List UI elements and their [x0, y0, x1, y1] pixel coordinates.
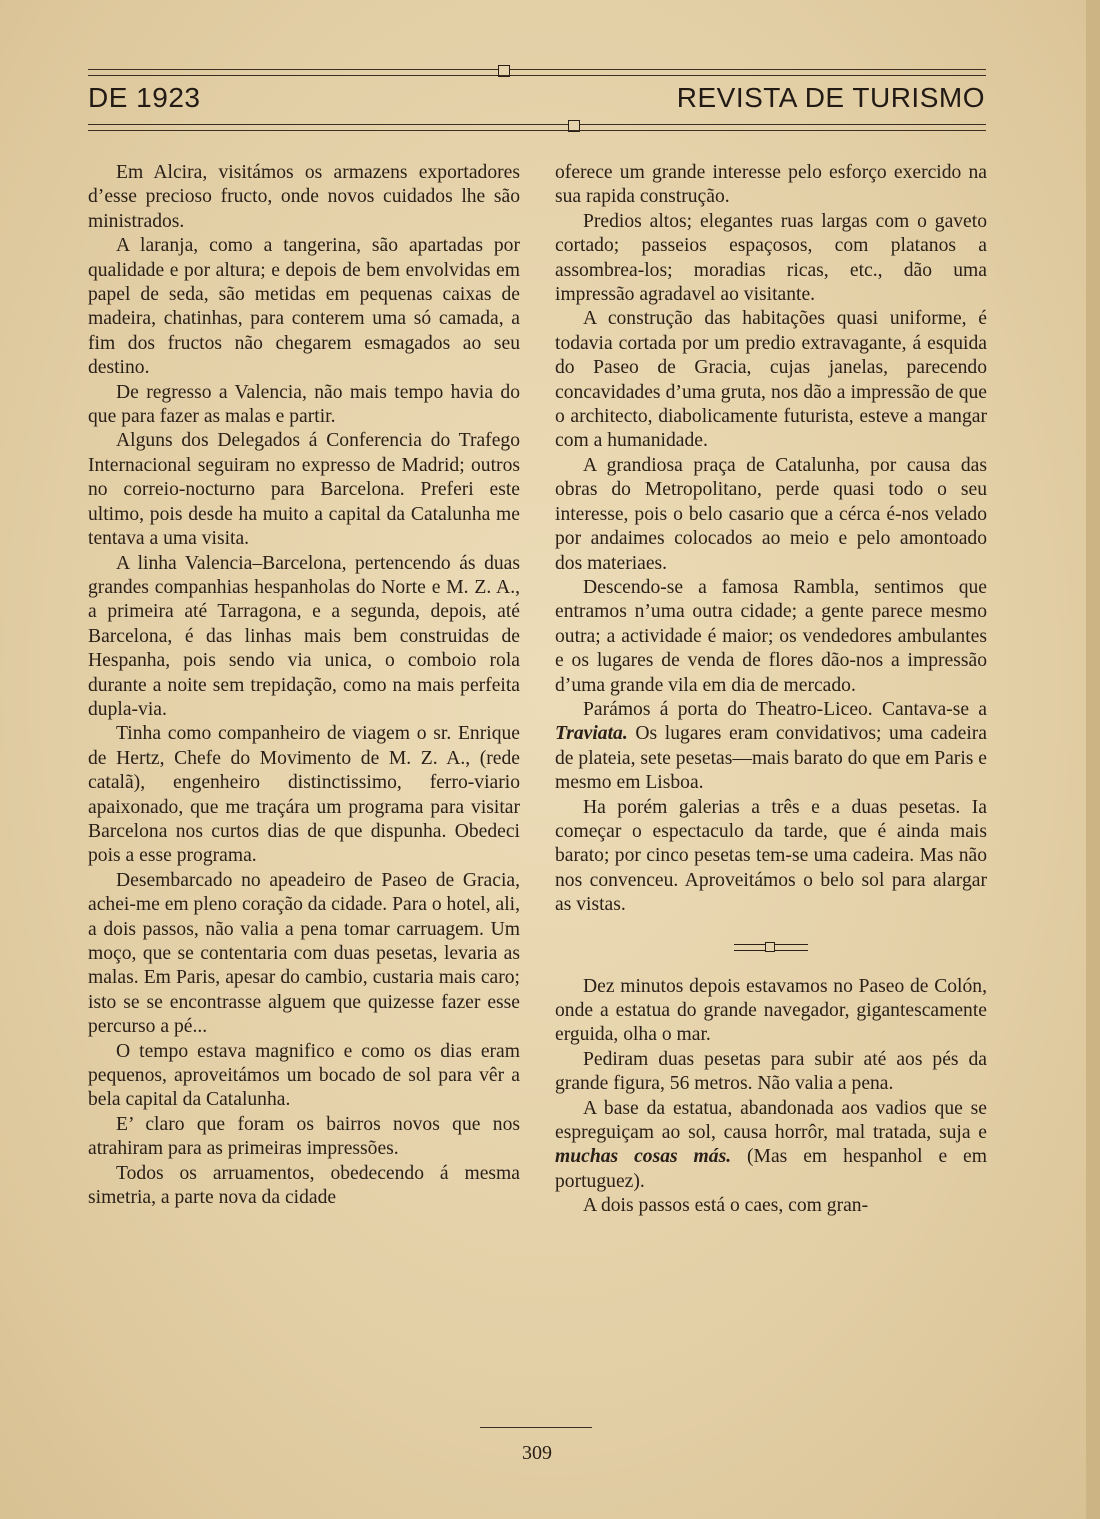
paragraph: Ha porém galerias a três e a duas pesetas. Ia começar o espectaculo da tarde, que é ainda mais barato; por cinco pesetas tem-se uma cadeira. Mas não nos convenceu. Aproveitámos o belo sol para alargar as vistas. [555, 796, 987, 916]
paragraph: oferece um grande interesse pelo esforço exercido na sua rapida construção. [555, 162, 987, 208]
header-date: DE 1923 [88, 82, 201, 113]
paragraph: De regresso a Valencia, não mais tempo havia do que para fazer as malas e partir. [88, 381, 520, 428]
separator-ornament [765, 942, 775, 952]
paragraph: A linha Valencia–Barcelona, pertencendo ás duas grandes companhias hespanholas do Norte e M. Z. A., a primeira até Tarragona, e a segunda, depois, até Barcelona, é das linhas mais bem construidas de Hespanha, pois sendo via unica, o comboio rola durante a noite sem trepidação, como na mais perfeita dupla-via. [88, 552, 520, 720]
text-run: (Mas em hespanhol e em portuguez). [555, 1146, 987, 1192]
right-column [555, 161, 987, 1219]
footer-rule [480, 1427, 592, 1428]
paragraph: Descendo-se a famosa Rambla, sentimos que entramos n’uma outra cidade; a gente parece mesmo outra; a actividade é maior; os vendedores ambulantes e os lugares de venda de flores dão-nos a impressão d’uma grande vila em dia de mercado. [555, 576, 987, 696]
paragraph: Em Alcira, visitámos os armazens exportadores d’esse precioso fructo, onde novos cuidados lhe são ministrados. [88, 162, 520, 232]
paragraph: Tinha como companheiro de viagem o sr. Enrique de Hertz, Chefe do Movimento de M. Z. A., (rede catalã), engenheiro distinctissimo, ferro-viario apaixonado, que me traçára um programa para visitar Barcelona nos curtos dias de que dispunha. Obedeci pois a esse programa. [88, 723, 520, 867]
text-run: Os lugares eram convidativos; uma cadeira de plateia, sete pesetas—mais barato do que em Paris e mesmo em Lisboa. [555, 723, 988, 794]
header-magazine-title: REVISTA DE TURISMO [676, 82, 985, 113]
rule-ornament [498, 65, 510, 77]
page-number: 309 [522, 1442, 552, 1464]
paragraph: Desembarcado no apeadeiro de Paseo de Gracia, achei-me em pleno coração da cidade. Para o hotel, ali, a dois passos, não valia a pena tomar carruagem. Um moço, que se contentaria com duas pesetas, levaria as malas. Em Paris, apesar do cambio, custaria mais caro; isto se se encontrasse alguem que quizesse fazer esse percurso a pé... [88, 869, 520, 1038]
left-column [88, 161, 520, 1210]
paragraph: A dois passos está o caes, com gran- [583, 1195, 869, 1217]
paragraph: A laranja, como a tangerina, são apartadas por qualidade e por altura; e depois de bem envolvidas em papel de seda, são metidas em pequenas caixas de madeira, chatinhas, para conterem uma só camada, a fim dos fructos não chegarem esmagados ao seu destino. [88, 235, 520, 379]
paragraph: Predios altos; elegantes ruas largas com o gaveto cortado; passeios espaçosos, com platanos a assombrea-los; moradias ricas, etc., dão uma impressão agradavel ao visitante. [555, 210, 987, 306]
paragraph: E’ claro que foram os bairros novos que nos atrahiram para as primeiras impressões. [88, 1113, 520, 1160]
paragraph-statue [555, 1097, 987, 1195]
paragraph: A grandiosa praça de Catalunha, por causa das obras do Metropolitano, perde quasi todo o seu interesse, pois o belo casario que a cérca é-nos velado por andaimes colocados ao meio e pelo amontoado dos materiaes. [555, 454, 987, 574]
paragraph: Todos os arruamentos, obedecendo á mesma simetria, a parte nova da cidade [88, 1162, 520, 1209]
page-edge [1086, 0, 1100, 1519]
paragraph: O tempo estava magnifico e como os dias eram pequenos, aproveitámos um bocado de sol para vêr a bela capital da Catalunha. [88, 1040, 520, 1111]
text-run: A base da estatua, abandonada aos vadios que se espreguiçam ao sol, causa horrôr, mal tratada, suja e [555, 1097, 987, 1144]
text-run: Parámos á porta do Theatro-Liceo. Cantava-se a [583, 698, 987, 720]
rule-ornament [568, 120, 580, 132]
opera-title: Traviata. [555, 723, 628, 745]
paragraph: Pediram duas pesetas para subir até aos pés da grande figura, 56 metros. Não valia a pena. [555, 1048, 987, 1095]
paragraph: Alguns dos Delegados á Conferencia do Trafego Internacional seguiram no expresso de Madrid; outros no correio-nocturno para Barcelona. Preferi este ultimo, pois desde ha muito a capital da Catalunha me tentava a uma visita. [88, 430, 520, 550]
spanish-phrase: muchas cosas más. [555, 1146, 732, 1168]
paragraph: A construção das habitações quasi uniforme, é todavia cortada por um predio extravagante, á esquida do Paseo de Gracia, cujas janelas, parecendo concavidades d’uma gruta, nos dão a impressão de que o architecto, diabolicamente futurista, esteve a mangar com a humanidade. [555, 308, 987, 452]
paragraph: Dez minutos depois estavamos no Paseo de Colón, onde a estatua do grande navegador, gigantescamente erguida, olha o mar. [555, 975, 987, 1046]
section-separator [734, 944, 808, 951]
header-bottom-rule [88, 124, 986, 131]
paragraph-liceo [555, 698, 987, 796]
header-top-rule [88, 69, 986, 76]
